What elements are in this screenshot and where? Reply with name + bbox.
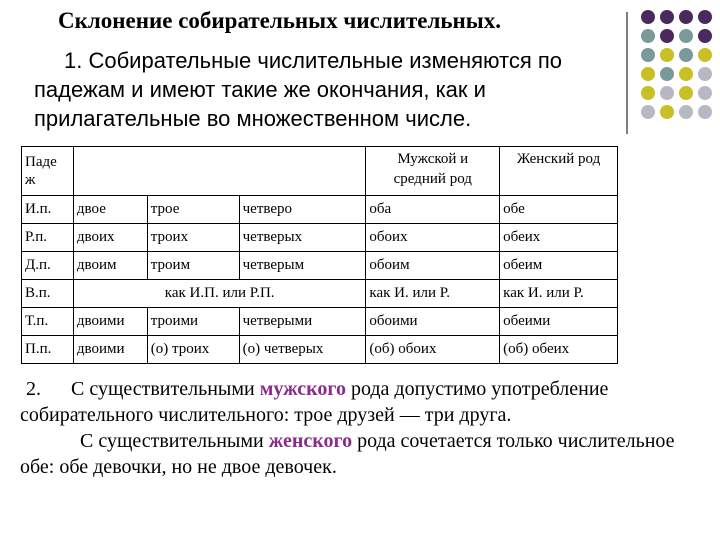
table-cell: четверым <box>239 252 366 280</box>
decorative-dot <box>660 10 674 24</box>
table-row <box>22 224 618 252</box>
table-cell: четверых <box>239 224 366 252</box>
decorative-dot <box>641 29 655 43</box>
table-cell: (об) обеих <box>500 336 618 364</box>
table-cell: (об) обоих <box>366 336 500 364</box>
table-row <box>22 252 618 280</box>
decorative-dot <box>698 86 712 100</box>
decorative-dot <box>641 86 655 100</box>
header-fem: Женский род <box>500 147 618 196</box>
point-2-block <box>20 376 700 480</box>
table-cell: (о) троих <box>147 336 239 364</box>
decorative-dot <box>698 10 712 24</box>
table-cell-merged: как И.П. или Р.П. <box>73 280 365 308</box>
decorative-dot <box>660 29 674 43</box>
table-cell: трое <box>147 196 239 224</box>
decorative-dot <box>660 86 674 100</box>
table-cell: двоих <box>73 224 147 252</box>
table-row <box>22 336 618 364</box>
table-cell: троих <box>147 224 239 252</box>
decorative-dot <box>698 48 712 62</box>
table-cell: двое <box>73 196 147 224</box>
table-cell: троим <box>147 252 239 280</box>
decorative-dot <box>679 67 693 81</box>
header-empty <box>73 147 365 196</box>
table-cell: оба <box>366 196 500 224</box>
decorative-dot-grid <box>641 10 719 118</box>
point-1-text: 1. Собирательные числительные изменяются по падежам и имеют такие же окончания, как и прилагательные во множественном числе. <box>34 48 563 131</box>
case-cell: Р.п. <box>22 224 74 252</box>
table-cell: обе <box>500 196 618 224</box>
table-cell: обеих <box>500 224 618 252</box>
header-case: Паде ж <box>22 147 74 196</box>
table-cell: обоим <box>366 252 500 280</box>
decorative-dot <box>679 10 693 24</box>
emphasis-word: женского <box>268 430 353 452</box>
decorative-dot <box>679 29 693 43</box>
table-cell: как И. или Р. <box>500 280 618 308</box>
case-cell: В.п. <box>22 280 74 308</box>
table-cell: двоим <box>73 252 147 280</box>
case-cell: И.п. <box>22 196 74 224</box>
case-cell: Д.п. <box>22 252 74 280</box>
decorative-dot <box>679 48 693 62</box>
table-cell: обеими <box>500 308 618 336</box>
point-2-text: рода сочетается только числительное обе: обе девочки, но не двое девочек. <box>20 430 675 478</box>
decorative-dot <box>641 10 655 24</box>
decorative-dot <box>698 105 712 119</box>
decorative-dot <box>641 67 655 81</box>
header-masc-neut: Мужской и средний род <box>366 147 500 196</box>
divider-line <box>626 12 628 134</box>
table-cell: четверыми <box>239 308 366 336</box>
table-header-row <box>22 147 618 196</box>
decorative-dot <box>660 48 674 62</box>
table-cell: обоими <box>366 308 500 336</box>
table-cell: двоими <box>73 308 147 336</box>
table-row <box>22 196 618 224</box>
decorative-dot <box>698 67 712 81</box>
emphasis-word: мужского <box>259 378 346 400</box>
decorative-dot <box>660 105 674 119</box>
table-cell: двоими <box>73 336 147 364</box>
decorative-dot <box>698 29 712 43</box>
table-cell: троими <box>147 308 239 336</box>
point-2-text: рода допустимо употребление собирательного числительного: трое друзей — три друга. <box>20 378 609 426</box>
declension-table <box>21 146 618 364</box>
table-cell: (о) четверых <box>239 336 366 364</box>
decorative-dot <box>679 86 693 100</box>
table-row <box>22 280 618 308</box>
decorative-dot <box>679 105 693 119</box>
point-2-paragraph-2 <box>20 428 700 480</box>
table-cell: обоих <box>366 224 500 252</box>
point-2-paragraph-1 <box>20 376 700 428</box>
decorative-dot <box>641 105 655 119</box>
point-2-text: С существительными <box>71 378 260 400</box>
case-cell: Т.п. <box>22 308 74 336</box>
case-cell: П.п. <box>22 336 74 364</box>
table-cell: как И. или Р. <box>366 280 500 308</box>
slide-title: Склонение собирательных числительных. <box>58 8 501 33</box>
table-row <box>22 308 618 336</box>
point-2-text: С существительными <box>80 430 269 452</box>
table-cell: обеим <box>500 252 618 280</box>
point-2-number: 2. <box>26 378 41 400</box>
decorative-dot <box>641 48 655 62</box>
table-cell: четверо <box>239 196 366 224</box>
decorative-dot <box>660 67 674 81</box>
